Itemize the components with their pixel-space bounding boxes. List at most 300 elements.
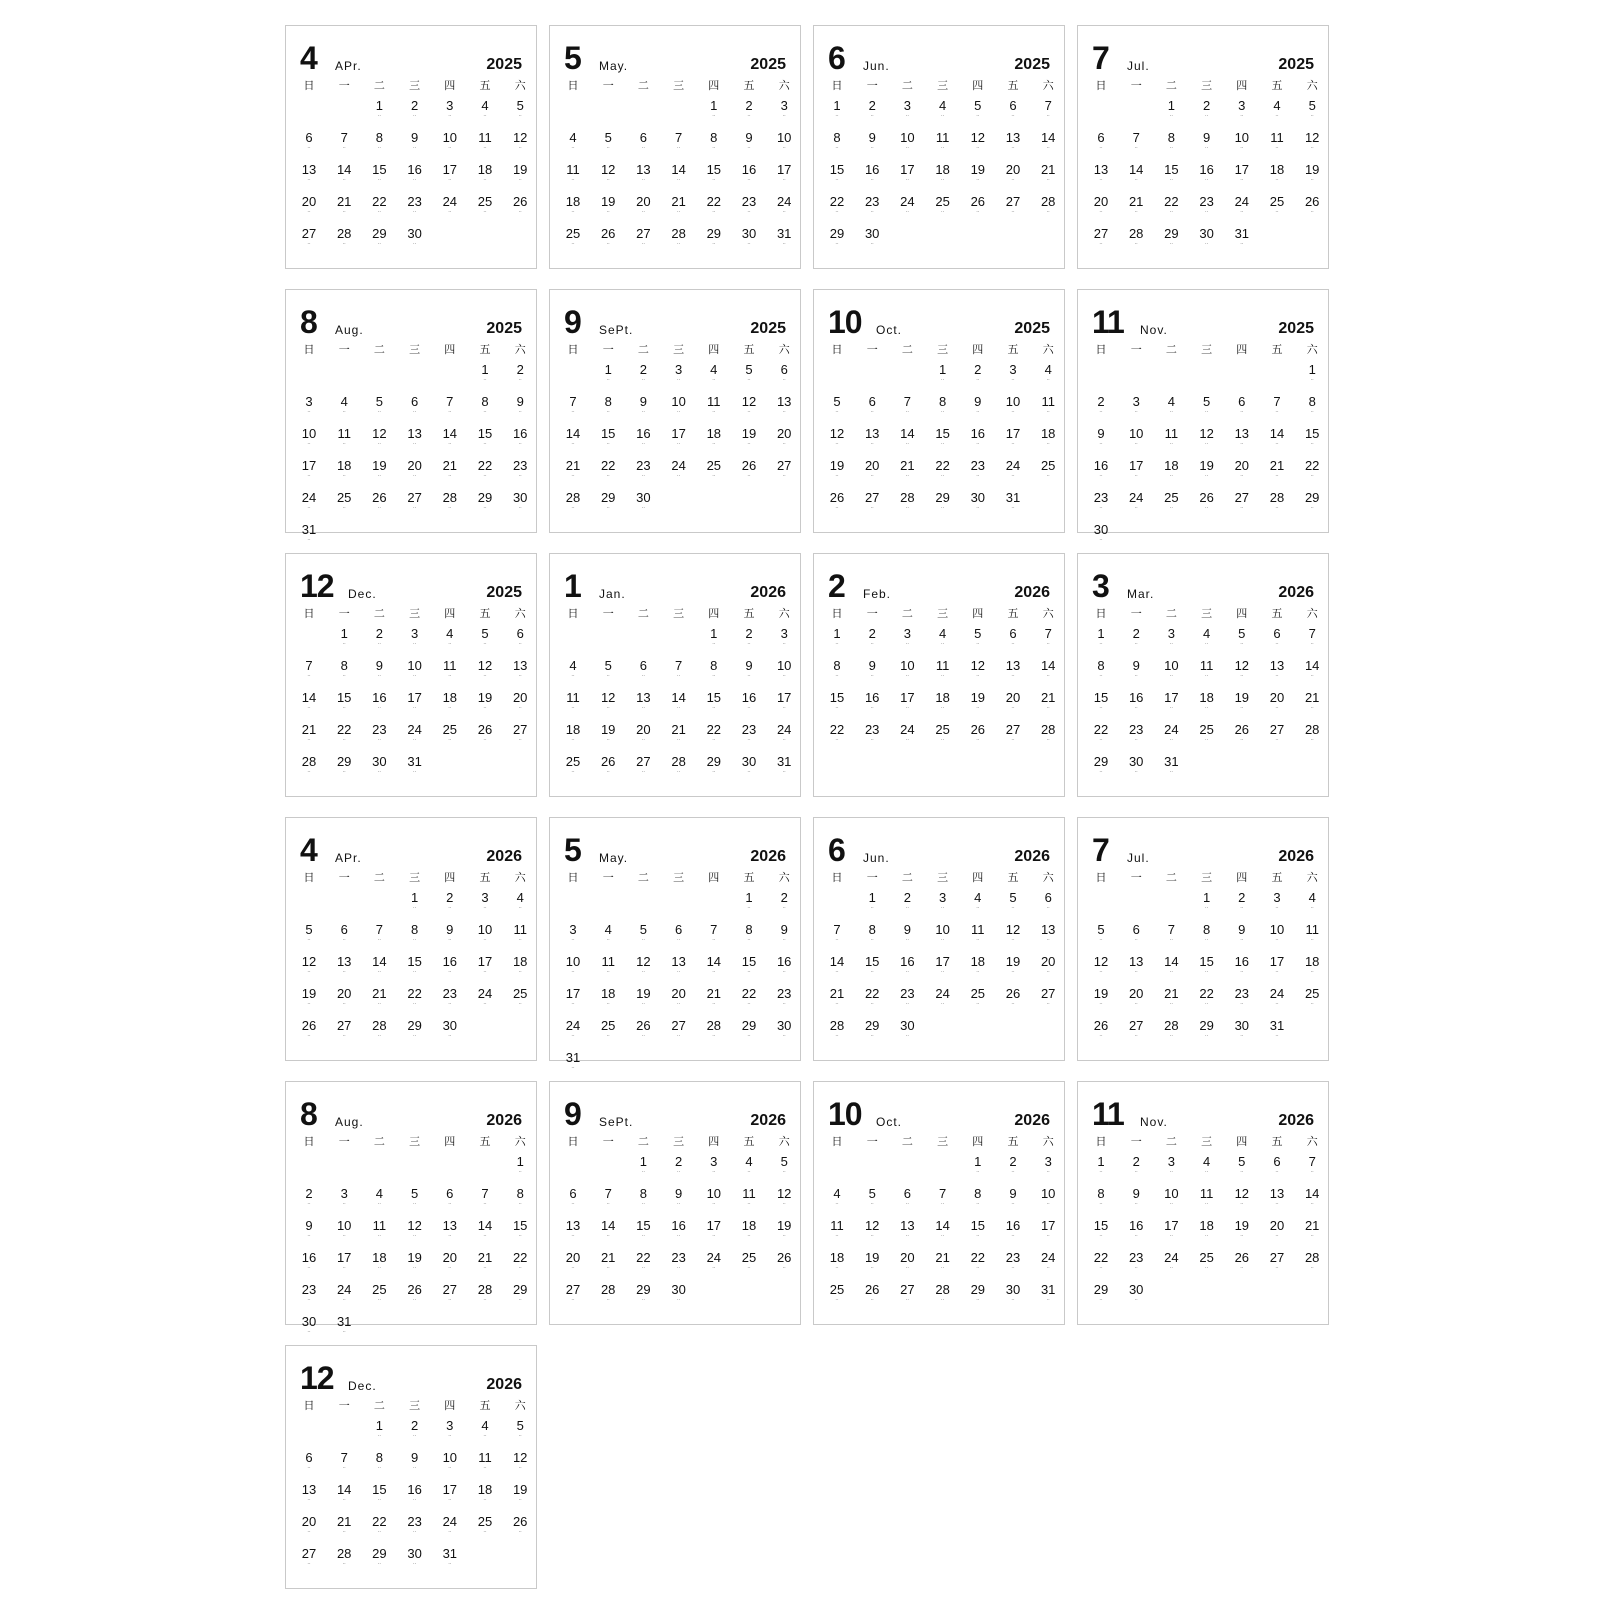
day-cell	[1295, 426, 1329, 456]
day-number: 21	[301, 722, 317, 737]
month-abbreviation: SePt.	[599, 1115, 634, 1129]
day-number: 17	[1128, 458, 1144, 473]
lunar-date-mark: ··	[571, 441, 575, 447]
day-number: 18	[372, 1250, 387, 1265]
day-number: 13	[301, 1482, 317, 1497]
day-number: 7	[674, 130, 683, 145]
day-cell	[1119, 194, 1153, 224]
day-number: 13	[1005, 130, 1021, 145]
day-number: 3	[1167, 1154, 1175, 1169]
lunar-date-mark: ··	[1205, 177, 1209, 183]
day-number: 30	[1128, 1282, 1144, 1297]
day-cell	[662, 362, 696, 392]
month-year: 2025	[1014, 56, 1050, 73]
day-cell	[1225, 954, 1259, 984]
day-number: 19	[512, 162, 528, 177]
month-number: 4	[300, 832, 317, 868]
day-number: 13	[301, 162, 317, 177]
weekday-label: 一	[338, 1135, 350, 1148]
weekday-label: 一	[1130, 1135, 1142, 1148]
day-number: 25	[372, 1282, 387, 1297]
lunar-date-mark: ··	[712, 1233, 716, 1239]
lunar-date-mark: ··	[905, 505, 909, 511]
weekday-label: 五	[1007, 343, 1019, 356]
day-cell	[503, 98, 537, 128]
day-cell	[327, 754, 361, 784]
weekday-label: 五	[1271, 1135, 1283, 1148]
day-number: 2	[410, 98, 419, 113]
day-number: 19	[1234, 1218, 1250, 1233]
lunar-date-mark: ··	[1205, 937, 1209, 943]
day-number: 21	[1040, 162, 1056, 177]
month-year: 2025	[486, 56, 522, 73]
day-cell	[855, 426, 889, 456]
day-cell	[1084, 394, 1118, 424]
lunar-date-mark: ··	[342, 441, 346, 447]
lunar-date-mark: ··	[1205, 1169, 1209, 1175]
weekday-label: 日	[567, 343, 579, 356]
day-number: 15	[1093, 690, 1109, 705]
day-cell	[961, 458, 995, 488]
month-card	[285, 817, 537, 1061]
lunar-date-mark: ··	[448, 937, 452, 943]
lunar-date-mark: ··	[976, 1201, 980, 1207]
day-number: 6	[1097, 130, 1105, 145]
lunar-date-mark: ··	[835, 937, 839, 943]
lunar-date-mark: ··	[1169, 1265, 1173, 1271]
lunar-date-mark: ··	[1011, 113, 1015, 119]
day-number: 15	[407, 954, 422, 969]
lunar-date-mark: ··	[941, 1001, 945, 1007]
day-cell	[1190, 458, 1224, 488]
day-number: 21	[829, 986, 845, 1001]
day-number: 7	[305, 658, 313, 673]
month-card	[813, 289, 1065, 533]
day-cell	[767, 98, 801, 128]
day-cell	[697, 1250, 731, 1280]
lunar-date-mark: ··	[571, 1297, 575, 1303]
day-number: 16	[900, 954, 915, 969]
weekday-label: 二	[901, 79, 913, 92]
lunar-date-mark: ··	[976, 473, 980, 479]
day-number: 6	[639, 130, 647, 145]
lunar-date-mark: ··	[1205, 641, 1209, 647]
lunar-date-mark: ··	[1205, 1201, 1209, 1207]
lunar-date-mark: ··	[870, 1233, 874, 1239]
lunar-date-mark: ··	[448, 1233, 452, 1239]
day-cell	[1225, 1250, 1259, 1280]
lunar-date-mark: ··	[571, 473, 575, 479]
day-number: 2	[868, 626, 876, 641]
lunar-date-mark: ··	[1275, 673, 1279, 679]
day-cell	[1225, 890, 1259, 920]
day-cell	[468, 1450, 502, 1480]
day-number: 10	[565, 954, 581, 969]
lunar-date-mark: ··	[483, 409, 487, 415]
day-cell	[1154, 1250, 1188, 1280]
day-cell	[961, 362, 995, 392]
lunar-date-mark: ··	[307, 145, 311, 151]
day-number: 14	[1040, 130, 1056, 145]
month-year: 2025	[486, 320, 522, 337]
day-cell	[362, 1546, 396, 1576]
lunar-date-mark: ··	[905, 145, 909, 151]
lunar-date-mark: ··	[1169, 1201, 1173, 1207]
day-cell	[591, 690, 625, 720]
day-cell	[503, 690, 537, 720]
lunar-date-mark: ··	[1046, 905, 1050, 911]
day-number: 18	[1269, 162, 1285, 177]
day-cell	[1225, 722, 1259, 752]
day-cell	[926, 1218, 960, 1248]
day-number: 8	[710, 658, 718, 673]
lunar-date-mark: ··	[835, 1001, 839, 1007]
day-cell	[292, 426, 326, 456]
day-cell	[556, 394, 590, 424]
weekday-label: 一	[866, 343, 878, 356]
lunar-date-mark: ··	[905, 1201, 909, 1207]
lunar-date-mark: ··	[747, 1033, 751, 1039]
day-number: 16	[864, 690, 880, 705]
day-cell	[1260, 954, 1294, 984]
day-cell	[1119, 130, 1153, 160]
day-number: 5	[516, 1418, 524, 1433]
lunar-date-mark: ··	[606, 505, 610, 511]
day-cell	[820, 690, 854, 720]
lunar-date-mark: ··	[905, 113, 909, 119]
day-cell	[1190, 954, 1224, 984]
weekday-label: 一	[866, 871, 878, 884]
lunar-date-mark: ··	[1099, 409, 1103, 415]
day-cell	[732, 954, 766, 984]
lunar-date-mark: ··	[782, 1201, 786, 1207]
day-cell	[732, 1250, 766, 1280]
lunar-date-mark: ··	[976, 113, 980, 119]
day-cell	[1154, 986, 1188, 1016]
lunar-date-mark: ··	[307, 409, 311, 415]
day-number: 9	[1132, 658, 1140, 673]
day-cell	[996, 458, 1030, 488]
day-number: 10	[900, 130, 915, 145]
lunar-date-mark: ··	[941, 441, 945, 447]
day-cell	[820, 626, 854, 656]
lunar-date-mark: ··	[1240, 241, 1244, 247]
day-number: 11	[566, 162, 580, 177]
lunar-date-mark: ··	[976, 209, 980, 215]
day-cell	[292, 1218, 326, 1248]
lunar-date-mark: ··	[571, 705, 575, 711]
day-cell	[1119, 1186, 1153, 1216]
lunar-date-mark: ··	[1099, 209, 1103, 215]
day-number: 1	[481, 362, 489, 377]
day-cell	[890, 1250, 924, 1280]
day-cell	[1225, 1018, 1259, 1048]
lunar-date-mark: ··	[377, 473, 381, 479]
day-number: 31	[336, 1314, 352, 1329]
day-cell	[626, 458, 660, 488]
day-cell	[398, 626, 432, 656]
day-number: 30	[1199, 226, 1214, 241]
lunar-date-mark: ··	[905, 1233, 909, 1239]
day-number: 23	[864, 194, 880, 209]
day-cell	[1119, 954, 1153, 984]
lunar-date-mark: ··	[1099, 177, 1103, 183]
lunar-date-mark: ··	[1275, 209, 1279, 215]
day-number: 11	[742, 1186, 756, 1201]
day-number: 10	[336, 1218, 352, 1233]
lunar-date-mark: ··	[1240, 177, 1244, 183]
day-number: 13	[636, 162, 651, 177]
day-cell	[556, 986, 590, 1016]
day-cell	[503, 130, 537, 160]
day-number: 29	[372, 1546, 387, 1561]
lunar-date-mark: ··	[606, 1297, 610, 1303]
day-cell	[820, 426, 854, 456]
day-number: 30	[442, 1018, 458, 1033]
lunar-date-mark: ··	[342, 145, 346, 151]
day-number: 21	[565, 458, 581, 473]
lunar-date-mark: ··	[377, 441, 381, 447]
weekday-label: 三	[1201, 79, 1213, 92]
day-number: 20	[1040, 954, 1056, 969]
lunar-date-mark: ··	[1134, 1297, 1138, 1303]
day-number: 20	[900, 1250, 915, 1265]
day-cell	[1031, 658, 1065, 688]
weekday-label: 五	[743, 343, 755, 356]
day-cell	[626, 130, 660, 160]
weekday-label: 一	[602, 871, 614, 884]
day-number: 17	[407, 690, 422, 705]
lunar-date-mark: ··	[342, 1265, 346, 1271]
weekday-label: 日	[303, 343, 315, 356]
day-cell	[732, 658, 766, 688]
lunar-date-mark: ··	[747, 737, 751, 743]
day-cell	[1084, 490, 1118, 520]
day-number: 21	[671, 194, 686, 209]
day-number: 28	[336, 1546, 352, 1561]
lunar-date-mark: ··	[1134, 737, 1138, 743]
day-number: 17	[706, 1218, 722, 1233]
day-number: 18	[600, 986, 616, 1001]
day-number: 26	[636, 1018, 651, 1033]
lunar-date-mark: ··	[870, 1265, 874, 1271]
month-abbreviation: Jul.	[1127, 851, 1150, 865]
day-number: 13	[1128, 954, 1144, 969]
lunar-date-mark: ··	[677, 1001, 681, 1007]
lunar-date-mark: ··	[905, 905, 909, 911]
day-number: 29	[600, 490, 616, 505]
lunar-date-mark: ··	[905, 209, 909, 215]
day-number: 13	[442, 1218, 458, 1233]
lunar-date-mark: ··	[641, 409, 645, 415]
day-number: 10	[301, 426, 317, 441]
day-number: 10	[442, 130, 458, 145]
lunar-date-mark: ··	[905, 409, 909, 415]
day-cell	[926, 394, 960, 424]
lunar-date-mark: ··	[377, 769, 381, 775]
lunar-date-mark: ··	[448, 1561, 452, 1567]
day-cell	[1154, 626, 1188, 656]
day-cell	[1084, 458, 1118, 488]
lunar-date-mark: ··	[1046, 177, 1050, 183]
lunar-date-mark: ··	[712, 1169, 716, 1175]
day-cell	[767, 754, 801, 784]
lunar-date-mark: ··	[571, 145, 575, 151]
lunar-date-mark: ··	[870, 241, 874, 247]
lunar-date-mark: ··	[1011, 1233, 1015, 1239]
lunar-date-mark: ··	[483, 905, 487, 911]
weekday-label: 日	[567, 607, 579, 620]
lunar-date-mark: ··	[518, 113, 522, 119]
lunar-date-mark: ··	[413, 769, 417, 775]
day-number: 14	[671, 162, 686, 177]
day-number: 7	[674, 658, 683, 673]
day-number: 4	[516, 890, 524, 905]
day-number: 18	[741, 1218, 757, 1233]
day-cell	[626, 394, 660, 424]
day-number: 23	[372, 722, 387, 737]
lunar-date-mark: ··	[307, 177, 311, 183]
day-cell	[362, 226, 396, 256]
day-cell	[1260, 1154, 1294, 1184]
day-cell	[732, 130, 766, 160]
lunar-date-mark: ··	[413, 209, 417, 215]
day-number: 1	[745, 890, 753, 905]
day-cell	[996, 690, 1030, 720]
day-number: 31	[776, 226, 792, 241]
lunar-date-mark: ··	[941, 1265, 945, 1271]
day-cell	[398, 226, 432, 256]
lunar-date-mark: ··	[1134, 1265, 1138, 1271]
day-cell	[961, 490, 995, 520]
lunar-date-mark: ··	[677, 241, 681, 247]
month-number: 9	[564, 304, 581, 340]
day-number: 25	[565, 754, 581, 769]
day-cell	[327, 226, 361, 256]
day-number: 4	[340, 394, 348, 409]
day-cell	[996, 986, 1030, 1016]
day-number: 29	[864, 1018, 880, 1033]
day-number: 22	[1199, 986, 1214, 1001]
day-cell	[468, 1218, 502, 1248]
lunar-date-mark: ··	[976, 177, 980, 183]
lunar-date-mark: ··	[1240, 1001, 1244, 1007]
day-cell	[820, 922, 854, 952]
lunar-date-mark: ··	[518, 1497, 522, 1503]
lunar-date-mark: ··	[307, 705, 311, 711]
day-cell	[1084, 194, 1118, 224]
day-cell	[662, 1282, 696, 1312]
day-cell	[820, 1186, 854, 1216]
lunar-date-mark: ··	[571, 409, 575, 415]
day-cell	[1154, 722, 1188, 752]
day-number: 11	[1164, 426, 1179, 441]
day-cell	[433, 1546, 467, 1576]
day-cell	[1295, 1250, 1329, 1280]
day-number: 6	[305, 130, 313, 145]
lunar-date-mark: ··	[712, 377, 716, 383]
day-number: 9	[305, 1218, 313, 1233]
lunar-date-mark: ··	[905, 937, 909, 943]
lunar-date-mark: ··	[712, 769, 716, 775]
day-number: 4	[569, 130, 577, 145]
day-cell	[433, 890, 467, 920]
day-cell	[697, 922, 731, 952]
lunar-date-mark: ··	[1205, 905, 1209, 911]
weekday-label: 五	[743, 1135, 755, 1148]
day-number: 14	[1269, 426, 1285, 441]
day-cell	[591, 226, 625, 256]
weekday-label: 一	[602, 79, 614, 92]
lunar-date-mark: ··	[1134, 441, 1138, 447]
lunar-date-mark: ··	[1046, 737, 1050, 743]
lunar-date-mark: ··	[483, 641, 487, 647]
lunar-date-mark: ··	[1011, 937, 1015, 943]
weekday-label: 二	[901, 871, 913, 884]
lunar-date-mark: ··	[677, 937, 681, 943]
day-number: 6	[674, 922, 683, 937]
day-number: 22	[1093, 1250, 1109, 1265]
day-number: 6	[1273, 626, 1281, 641]
weekday-label: 三	[673, 79, 685, 92]
lunar-date-mark: ··	[1310, 145, 1314, 151]
day-number: 28	[1040, 194, 1056, 209]
lunar-date-mark: ··	[1310, 505, 1314, 511]
day-number: 16	[1128, 1218, 1144, 1233]
lunar-date-mark: ··	[1099, 1201, 1103, 1207]
lunar-date-mark: ··	[518, 1297, 522, 1303]
day-cell	[820, 658, 854, 688]
weekday-label: 二	[901, 343, 913, 356]
day-number: 23	[442, 986, 458, 1001]
day-cell	[327, 162, 361, 192]
lunar-date-mark: ··	[1310, 377, 1314, 383]
lunar-date-mark: ··	[377, 409, 381, 415]
day-cell	[362, 426, 396, 456]
lunar-date-mark: ··	[342, 505, 346, 511]
lunar-date-mark: ··	[377, 1465, 381, 1471]
day-number: 5	[639, 922, 647, 937]
lunar-date-mark: ··	[448, 1001, 452, 1007]
day-number: 24	[1128, 490, 1144, 505]
lunar-date-mark: ··	[1275, 905, 1279, 911]
lunar-date-mark: ··	[1205, 1001, 1209, 1007]
day-cell	[926, 890, 960, 920]
day-number: 9	[868, 130, 876, 145]
weekday-label: 五	[479, 1135, 491, 1148]
lunar-date-mark: ··	[677, 1297, 681, 1303]
lunar-date-mark: ··	[1240, 937, 1244, 943]
day-number: 18	[970, 954, 986, 969]
lunar-date-mark: ··	[870, 641, 874, 647]
day-cell	[433, 130, 467, 160]
day-cell	[1190, 1154, 1224, 1184]
day-cell	[398, 98, 432, 128]
day-cell	[926, 426, 960, 456]
day-number: 27	[636, 754, 651, 769]
day-number: 14	[477, 1218, 493, 1233]
lunar-date-mark: ··	[307, 673, 311, 679]
day-cell	[468, 986, 502, 1016]
lunar-date-mark: ··	[782, 705, 786, 711]
month-year: 2026	[486, 848, 522, 865]
day-cell	[468, 130, 502, 160]
lunar-date-mark: ··	[677, 769, 681, 775]
day-number: 26	[741, 458, 757, 473]
weekday-label: 四	[444, 607, 456, 620]
weekday-label: 二	[901, 607, 913, 620]
lunar-date-mark: ··	[870, 209, 874, 215]
